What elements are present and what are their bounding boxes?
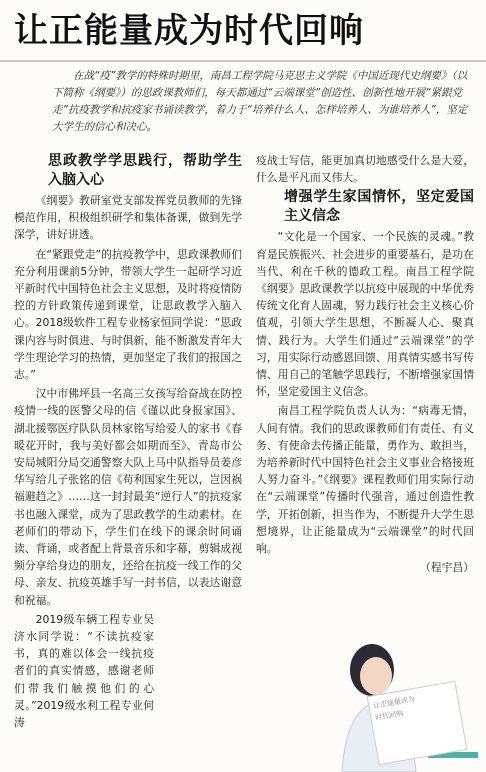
lead-paragraph: 在战“疫”教学的特殊时期里，南昌工程学院马克思主义学院《中国近现代史纲要》（以下简称《纲要》）的思政课教师们，每天都通过“云端课堂”创造性、创新性地开展“紧跟党走”抗疫教学和抗疫家书诵读教学，着力于“培养什么人、怎样培养人、为谁培养人”，坚定大学生的信心和决心。 — [52, 70, 468, 133]
note-line: 时代回响 — [374, 709, 404, 723]
divider — [0, 60, 486, 62]
body-paragraph: 南昌工程学院负责人认为：“病毒无情，人间有情。我们的思政课教师们有责任、有义务、有使命去传播正能量，勇作为、敢担当，为培养新时代中国特色社会主义事业合格接班人努力奋斗。”《纲要》课程教师们用实际行动在“云端课堂”传播时代强音，通过创造性教学，开拓创新，担当作为，不断提升大学生思想境界，让正能量成为“云端课堂”的时代回响。 — [256, 404, 474, 556]
body-paragraph: 《纲要》教研室党支部发挥党员教师的先锋模范作用，积极组织研学和集体备课，做到先学深学，讲好讲透。 — [14, 194, 242, 242]
body-paragraph: “文化是一个国家、一个民族的灵魂。”教育是民族振兴、社会进步的重要基石，是功在当代、利在千秋的德政工程。南昌工程学院《纲要》思政课教学以抗疫中展现的中华优秀传统文化育人固魂，努力践行社会主义核心价值观，引领大学生思想，不断凝人心、聚真情、践行为。大学生们通过“云端课堂”的学习，用实际行动感恩回馈、用真情实感书写传情、用自己的笔触学思践行，不断增强家国情怀，坚定爱国主义信念。 — [256, 230, 474, 399]
right-column — [256, 152, 474, 576]
body-paragraph: 在“紧跟党走”的抗疫教学中，思政课教师们充分利用课前5分钟，带领大学生一起研学习近平新时代中国特色社会主义思想，及时将疫情防控的方针政策传递到课堂，让思政教学入脑入心。2018级软件工程专业杨家恒同学说：“思政课内容与时俱进、与时俱新，能不断激发青年大学生理论学习的热情，更加坚定了我们的报国之志。” — [14, 247, 242, 382]
body-paragraph-continued: 疫战士写信，能更加真切地感受什么是大爱，什么是平凡而又伟大。 — [256, 154, 474, 185]
section-heading-2: 增强学生家国情怀，坚定爱国主义信念 — [284, 189, 474, 225]
body-paragraph: 汉中市佛坪县一名高三女孩写给奋战在防控疫情一线的医警父母的信《谨以此身报家国》、湖北援鄂医疗队队员林家铭写给爱人的家书《春暖花开时，我与美好都会如期而至》、青岛市公安局城阳分局交通警察大队上马中队指导员姜彦华写给儿子张铭的信《苟利国家生死以，岂因祸福避趋之》……这一封封最美“逆行人”的抗疫家书也融入课堂，成为了思政教学的生动素材。在老师们的带动下，学生们在线下的课余时间诵读、背诵，或者配上背景音乐和字幕，剪辑成视频分享给身边的朋友，还给在抗疫一线工作的父母、亲友、抗疫英雄手写一封书信，以表达谢意和祝福。 — [14, 387, 242, 607]
section-heading-1: 思政教学学思践行，帮助学生入脑入心 — [48, 153, 242, 188]
left-column — [14, 152, 242, 733]
headline: 让正能量成为时代回响 — [14, 11, 364, 51]
byline: （程宇昌） — [420, 561, 474, 575]
body-paragraph: 2019级车辆工程专业吴济水同学说：“不读抗疫家书，真的难以体会一线抗疫者们的真实情感，感谢老师们带我们触摸他们的心灵。”2019级水利工程专业何涛 — [14, 612, 154, 730]
note-line: 让正能量成为 — [372, 695, 416, 711]
